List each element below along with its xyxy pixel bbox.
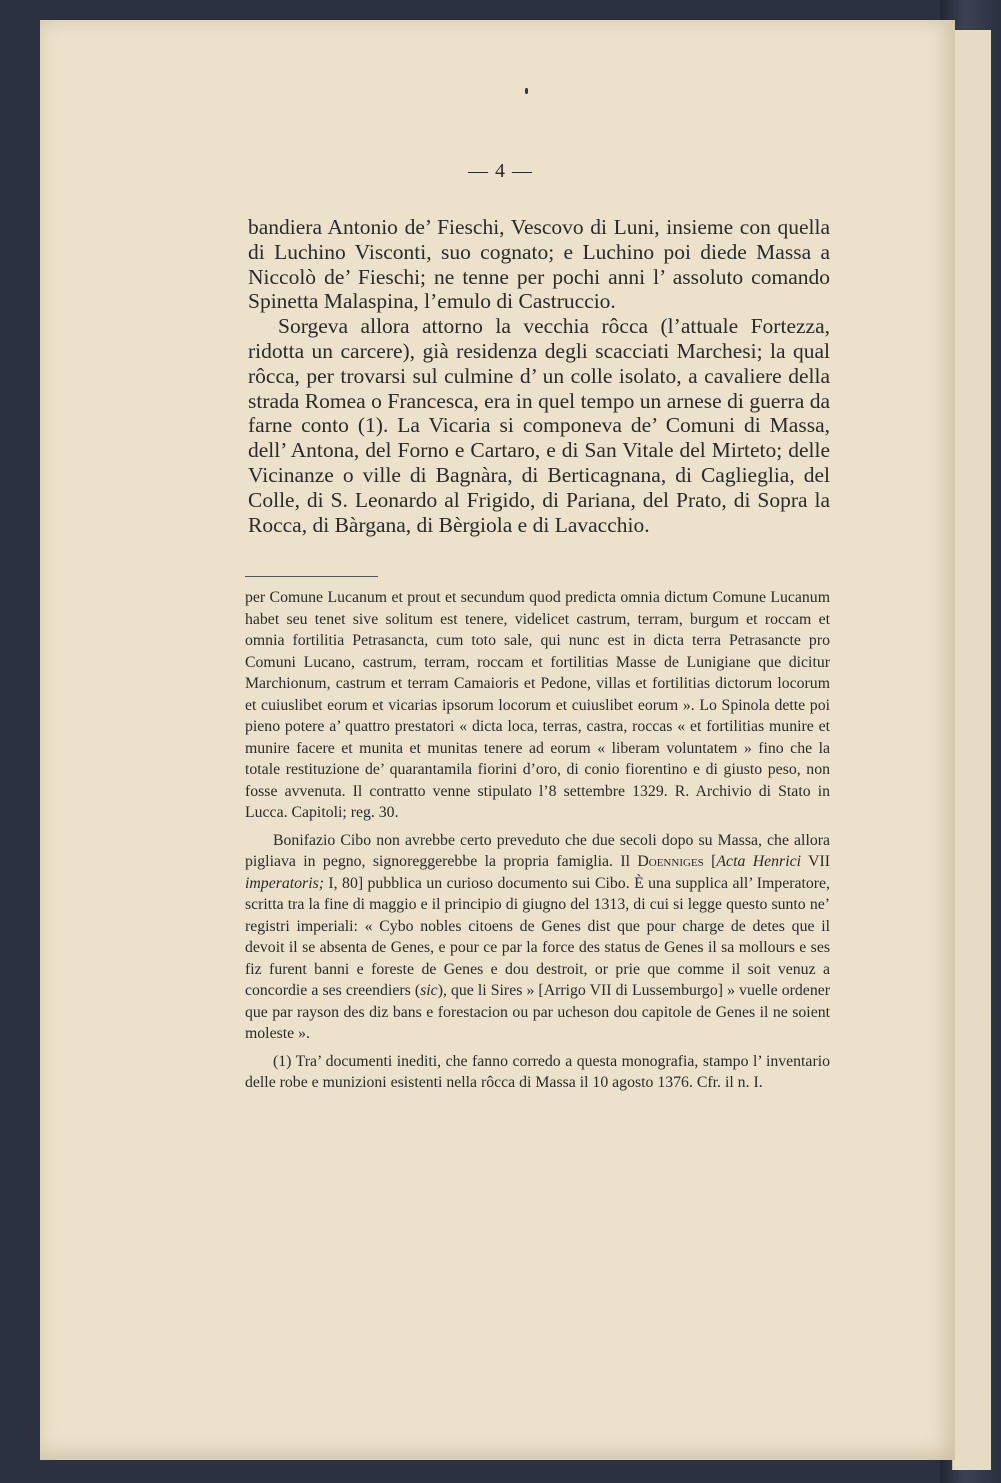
footnotes [245,587,830,1094]
note-bonifazio-text-2: I, 80] pubblica un curioso documento sui Cibo. È una supplica all’ Imperatore, scritta tra la fine di maggio e il principio di giugno del 1313, di cui si legge questo sunto ne’ registri imperiali: « Cybo nobles citoens de Genes dist que pour charge de detes que il devoit il se absenta de Genes, e pour ce par la force des status de Genes il sa mollours e ses fiz furent banni e foreste de Genes e dou destroit, or prie que comme il soit venuz a concordie a ses creendiers ( [245,874,830,999]
work-title-2: imperatoris; [245,874,324,892]
footnote-rule [245,576,378,577]
footnote-1: (1) Tra’ documenti inediti, che fanno corredo a questa monografia, stampo l’ inventario delle robe e munizioni esistenti nella rôcca di Massa il 10 agosto 1376. Cfr. il n. I. [245,1052,830,1091]
main-paragraph-1: bandiera Antonio de’ Fieschi, Vescovo di Luni, insieme con quella di Luchino Visconti, suo cognato; e Luchino poi diede Massa a Niccolò de’ Fieschi; ne tenne per pochi anni l’ assoluto comando Spinetta Malaspina, l’emulo di Castruccio. [248,215,830,314]
note-bonifazio [245,830,830,1045]
next-page-edge [952,30,991,1470]
main-paragraph-2: Sorgeva allora attorno la vecchia rôcca (l’attuale Fortezza, ridotta un carcere), già residenza degli scacciati Marchesi; la qual rôcca, per trovarsi sul culmine d’ un colle isolato, a cavaliere della strada Romea o Francesca, era in quel tempo un arnese di guerra da farne conto (1). La Vicaria si componeva de’ Comuni di Massa, dell’ Antona, del Forno e Cartaro, e di San Vitale del Mirteto; delle Vicinanze o ville di Bagnàra, di Berticagnana, di Caglieglia, del Colle, di S. Leonardo al Frigido, di Pariana, del Prato, di Sopra la Rocca, di Bàrgana, di Bèrgiola e di Lavacchio. [248,314,830,537]
note-continuation: per Comune Lucanum et prout et secundum quod predicta omnia dictum Comune Lucanum habet seu tenet sive solitum est tenere, videlicet castrum, terram, burgum et roccam et omnia fortilitia Petrasancta, cum toto sale, qui nunc est in dicta terra Petrasancte pro Comuni Lucano, castrum, terram, roccam et fortilitias Masse de Lunigiane que dicitur Marchionum, castrum et terram Camaioris et Pedone, villas et fortilitias dictorum locorum et cuiuslibet eorum et vicarias ipsorum locorum et cuiuslibet eorum ». Lo Spinola dette poi pieno potere a’ quattro prestatori « dicta loca, terras, castra, roccas « et fortilitias munire et munire facere et munita et munitas tenere ad eorum « liberam voluntatem » fino che la totale restituzione de’ quarantamila fiorini d’oro, di conio fiorentino e di giusto peso, non fosse avvenuta. Il contratto venne stipulato l’8 settembre 1329. R. Archivio di Stato in Lucca. Capitoli; reg. 30. [245,589,830,821]
main-text [248,215,830,537]
work-title: Acta Henrici [716,853,801,870]
author-name: Doenniges [637,853,704,870]
note-bonifazio-text-1: Bonifazio Cibo non avrebbe certo preveduto che due secoli dopo su Massa, che allora pigliava in pegno, signoreggerebbe la propria famiglia. Il [245,831,830,870]
sic-mark: sic [420,982,438,999]
page-number: — 4 — [468,160,533,182]
note-bonifazio-bracket: [ [703,853,717,870]
note-bonifazio-vii: VII [800,853,831,870]
note-bonifazio-text-3: ), que li Sires » [Arrigo VII di Lussemburgo] » vuelle ordener que par rayson des diz bans e forestacion ou par ucheson dou capitole de Genes il ne soient moleste ». [245,982,830,1042]
ink-speck [525,88,528,94]
